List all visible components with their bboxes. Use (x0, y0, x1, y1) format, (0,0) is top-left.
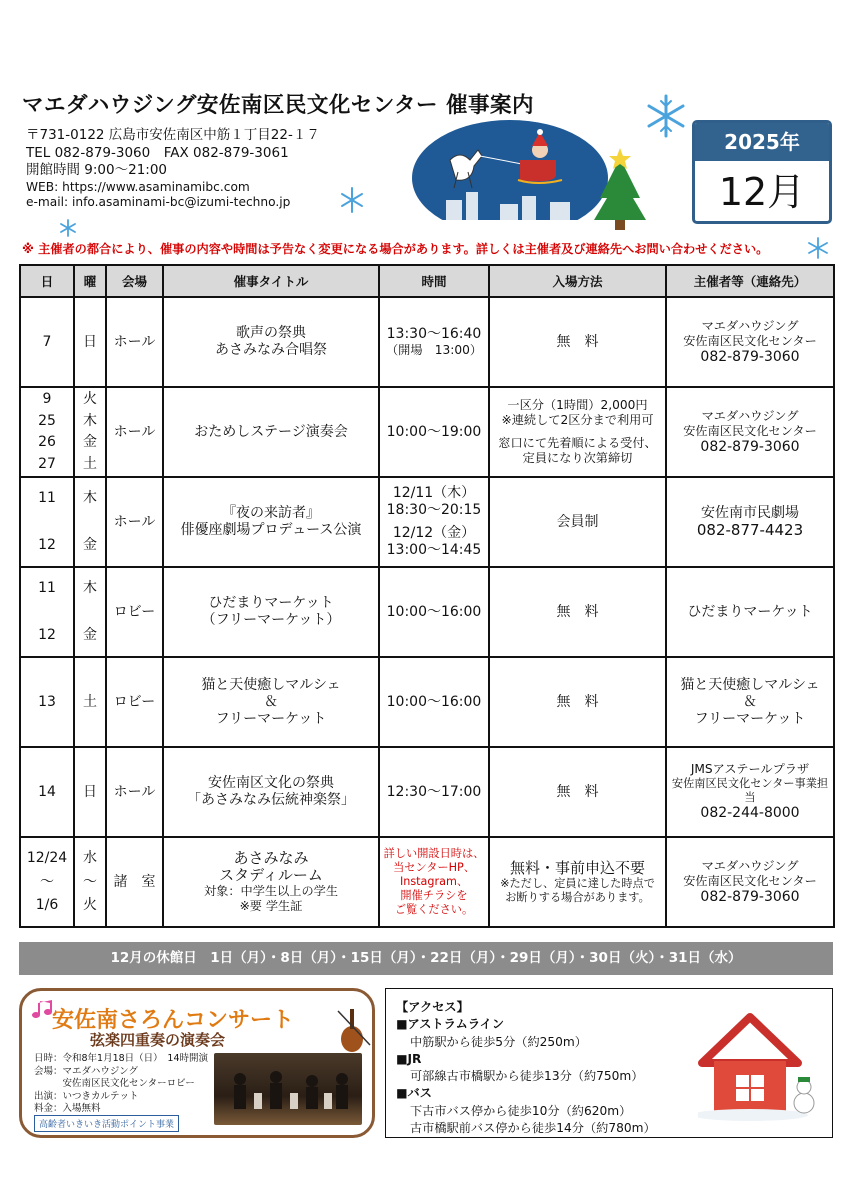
organizer-cell (666, 477, 834, 567)
time-note-line: 詳しい開設日時は、 (383, 847, 485, 860)
santa-sleigh-illustration (410, 120, 658, 240)
weekday-value: 火 (83, 897, 97, 913)
weekday-value: ～ (83, 873, 97, 890)
day-cell: 14 (20, 747, 74, 837)
page-title: マエダハウジング安佐南区民文化センター 催事案内 (22, 93, 534, 118)
salon-concert-panel (19, 988, 375, 1138)
day-cell: 13 (20, 657, 74, 747)
organizer-cell: ひだまりマーケット (666, 567, 834, 657)
time-note-line: Instagram、 (399, 875, 469, 888)
col-header-day: 日 (20, 265, 74, 297)
organizer-cell (666, 657, 834, 747)
concert-title: 安佐南さろんコンサート (52, 1008, 295, 1033)
access-line: 中筋駅から徒歩5分（約250m） (410, 1034, 587, 1049)
organizer-phone: 082-879-3060 (700, 348, 800, 365)
organizer-line: 安佐南区民文化センター (683, 873, 817, 888)
organizer-line: JMSアステールプラザ (690, 762, 810, 776)
entry-cell: 会員制 (489, 477, 666, 567)
table-row (20, 477, 834, 567)
day-cell: 7 (20, 297, 74, 387)
concert-detail-line: 出演：いつきカルテット (34, 1090, 139, 1102)
weekday-cell: 日 (74, 297, 106, 387)
day-value: ～ (40, 873, 54, 890)
entry-line: 定員になり次第締切 (522, 451, 633, 465)
weekday-value: 木 (83, 412, 97, 429)
day-value: 25 (38, 412, 56, 429)
title-cell (163, 477, 379, 567)
title-cell (163, 297, 379, 387)
postal-address: 〒731-0122 広島市安佐南区中筋１丁目22-１７ (26, 127, 320, 143)
weekday-value: 金 (83, 434, 97, 451)
entry-cell: 無 料 (489, 747, 666, 837)
venue-cell: ロビー (106, 567, 163, 657)
month-calendar (692, 120, 832, 224)
time-cell: 10:00～16:00 (379, 567, 489, 657)
day-value: 1/6 (35, 897, 59, 913)
weekday-value: 金 (83, 537, 97, 553)
entry-cell: 無 料 (489, 297, 666, 387)
day-cell (20, 837, 74, 927)
time-cell (379, 837, 489, 927)
day-value: 27 (38, 455, 56, 472)
contact-info (26, 127, 320, 210)
closed-days-banner: 12月の休館日 1日（月）・8日（月）・15日（月）・22日（月）・29日（月）・30日（火）・31日（水） (19, 942, 833, 975)
title-line: ※要 学生証 (239, 899, 303, 913)
concert-subtitle: 弦楽四重奏の演奏会 (90, 1031, 226, 1049)
organizer-phone: 082-244-8000 (700, 805, 800, 821)
weekday-cell: 日 (74, 747, 106, 837)
organizer-line: ＆ (743, 693, 757, 710)
organizer-line: 猫と天使癒しマルシェ (680, 676, 820, 693)
title-line: 歌声の祭典 (236, 325, 306, 341)
title-cell: おためしステージ演奏会 (163, 387, 379, 477)
opening-hours: 開館時間 9:00～21:00 (26, 162, 168, 178)
time-note-line: 開催チラシを (400, 889, 468, 902)
title-line: ひだまりマーケット (208, 595, 334, 611)
weekday-cell (74, 837, 106, 927)
venue-cell: ホール (106, 387, 163, 477)
day-cell (20, 567, 74, 657)
col-header-title: 催事タイトル (163, 265, 379, 297)
weekday-cell (74, 387, 106, 477)
tel-fax: TEL 082-879-3060 FAX 082-879-3061 (26, 144, 289, 161)
day-value: 9 (42, 391, 52, 407)
entry-line: お断りする場合があります。 (505, 890, 650, 904)
time-line: 12/11（木） (392, 485, 476, 501)
website[interactable]: WEB: https://www.asaminamibc.com (26, 179, 250, 194)
day-cell (20, 477, 74, 567)
organizer-line: 安佐南区民文化センター (683, 333, 817, 348)
entry-line: 無料・事前申込不要 (509, 858, 645, 877)
time-note-line: ご覧ください。 (394, 903, 474, 916)
title-cell (163, 657, 379, 747)
organizer-line: 安佐南区民文化センター事業担当 (671, 777, 829, 804)
concert-detail-line: 安佐南区民文化センターロビー (34, 1078, 195, 1090)
table-row (20, 297, 834, 387)
entry-line: 窓口にて先着順による受付、 (498, 436, 657, 450)
weekday-value: 木 (83, 490, 97, 506)
day-value: 26 (38, 434, 56, 451)
organizer-line: マエダハウジング (701, 408, 799, 423)
time-note-line: 当センターHP、 (393, 861, 475, 874)
day-value: 12 (38, 537, 56, 553)
entry-cell: 無 料 (489, 567, 666, 657)
organizer-cell (666, 747, 834, 837)
col-header-venue: 会場 (106, 265, 163, 297)
email[interactable]: e-mail: info.asaminami-bc@izumi-techno.jp (26, 194, 291, 209)
col-header-weekday: 曜 (74, 265, 106, 297)
entry-line: ※ただし、定員に達した時点で (500, 876, 655, 890)
title-line: あさみなみ (233, 849, 309, 867)
title-line: フリーマーケット (215, 710, 327, 727)
time-cell (379, 477, 489, 567)
time-line: 13:00～14:45 (386, 542, 482, 558)
snowflake-icon (58, 218, 78, 238)
day-cell (20, 387, 74, 477)
organizer-line: 安佐南市民劇場 (701, 505, 799, 521)
weekday-value: 火 (83, 391, 97, 407)
title-line: （フリーマーケット） (201, 612, 341, 628)
organizer-phone: 082-879-3060 (700, 438, 800, 455)
snowy-house-icon (698, 1011, 822, 1123)
change-notice: ※ 主催者の都合により、催事の内容や時間は予告なく変更になる場合があります。詳しくは主催者及び連絡先へお問い合わせください。 (22, 242, 769, 256)
activity-point-badge: 高齢者いきいき活動ポイント事業 (34, 1115, 179, 1132)
access-line: 可部線古市橋駅から徒歩13分（約750m） (410, 1069, 644, 1084)
title-line: 対象：中学生以上の学生 (203, 884, 339, 898)
title-line: 安佐南区文化の祭典 (208, 775, 334, 791)
table-row (20, 567, 834, 657)
weekday-cell (74, 477, 106, 567)
time-cell (379, 297, 489, 387)
organizer-line: マエダハウジング (701, 318, 799, 333)
entry-cell: 無 料 (489, 657, 666, 747)
day-value: 11 (38, 490, 56, 506)
venue-cell: 諸 室 (106, 837, 163, 927)
title-line: 『夜の来訪者』 (222, 505, 320, 521)
weekday-value: 木 (83, 580, 97, 596)
weekday-value: 土 (83, 455, 97, 472)
table-row (20, 387, 834, 477)
access-info-panel (385, 988, 833, 1138)
time-line: （開場 13:00） (385, 343, 483, 357)
organizer-line: フリーマーケット (694, 710, 806, 727)
col-header-organizer: 主催者等（連絡先） (666, 265, 834, 297)
day-value: 12 (38, 627, 56, 643)
organizer-cell (666, 297, 834, 387)
table-row (20, 657, 834, 747)
venue-cell: ホール (106, 297, 163, 387)
title-cell (163, 837, 379, 927)
venue-cell: ロビー (106, 657, 163, 747)
entry-line: ※連続して2区分まで利用可 (501, 413, 654, 427)
organizer-phone: 082-879-3060 (700, 888, 800, 905)
access-line: ■JR (396, 1051, 422, 1066)
title-line: あさみなみ合唱祭 (215, 342, 327, 358)
table-row (20, 837, 834, 927)
quartet-photo (214, 1053, 362, 1125)
concert-detail-line: 料金：入場無料 (34, 1103, 101, 1115)
access-heading: 【アクセス】 (396, 1000, 469, 1014)
time-cell: 12:30～17:00 (379, 747, 489, 837)
entry-line: 一区分（1時間）2,000円 (507, 398, 648, 412)
violin-icon (334, 1005, 374, 1055)
weekday-cell: 土 (74, 657, 106, 747)
organizer-line: 安佐南区民文化センター (683, 423, 817, 438)
title-line: 「あさみなみ伝統神楽祭」 (187, 792, 355, 808)
access-line: 古市橋駅前バス停から徒歩14分（約780m） (410, 1121, 656, 1136)
concert-details (34, 1053, 208, 1116)
concert-detail-line: 日時：令和8年1月18日（日） 14時開演 (34, 1053, 209, 1064)
title-line: スタディルーム (219, 866, 323, 884)
venue-cell: ホール (106, 477, 163, 567)
title-line: 猫と天使癒しマルシェ (201, 676, 341, 693)
event-schedule-table (19, 264, 835, 928)
col-header-entry: 入場方法 (489, 265, 666, 297)
table-header-row (20, 265, 834, 297)
organizer-cell (666, 387, 834, 477)
access-text (396, 999, 656, 1137)
organizer-phone: 082-877-4423 (696, 521, 804, 539)
weekday-cell (74, 567, 106, 657)
time-line: 12/12（金） (392, 525, 476, 541)
organizer-cell (666, 837, 834, 927)
day-value: 11 (38, 580, 56, 596)
venue-cell: ホール (106, 747, 163, 837)
calendar-year: 2025年 (695, 123, 829, 161)
weekday-value: 水 (83, 850, 97, 866)
day-value: 12/24 (26, 850, 68, 866)
time-cell: 10:00～16:00 (379, 657, 489, 747)
time-line: 18:30～20:15 (386, 502, 482, 518)
time-cell: 10:00～19:00 (379, 387, 489, 477)
access-line: ■アストラムライン (396, 1017, 505, 1032)
access-line: 下古市バス停から徒歩10分（約620m） (410, 1103, 632, 1118)
access-line: ■バス (396, 1086, 432, 1101)
title-cell (163, 747, 379, 837)
title-line: 俳優座劇場プロデュース公演 (180, 522, 362, 538)
organizer-line: マエダハウジング (701, 858, 799, 873)
entry-cell (489, 387, 666, 477)
snowflake-icon (338, 186, 366, 214)
calendar-month: 12月 (718, 170, 806, 214)
col-header-time: 時間 (379, 265, 489, 297)
snowflake-icon (806, 236, 830, 260)
title-cell (163, 567, 379, 657)
table-row (20, 747, 834, 837)
concert-detail-line: 会場：マエダハウジング (34, 1065, 138, 1077)
title-line: ＆ (264, 693, 278, 710)
time-line: 13:30～16:40 (386, 326, 482, 342)
entry-cell (489, 837, 666, 927)
weekday-value: 金 (83, 627, 97, 643)
